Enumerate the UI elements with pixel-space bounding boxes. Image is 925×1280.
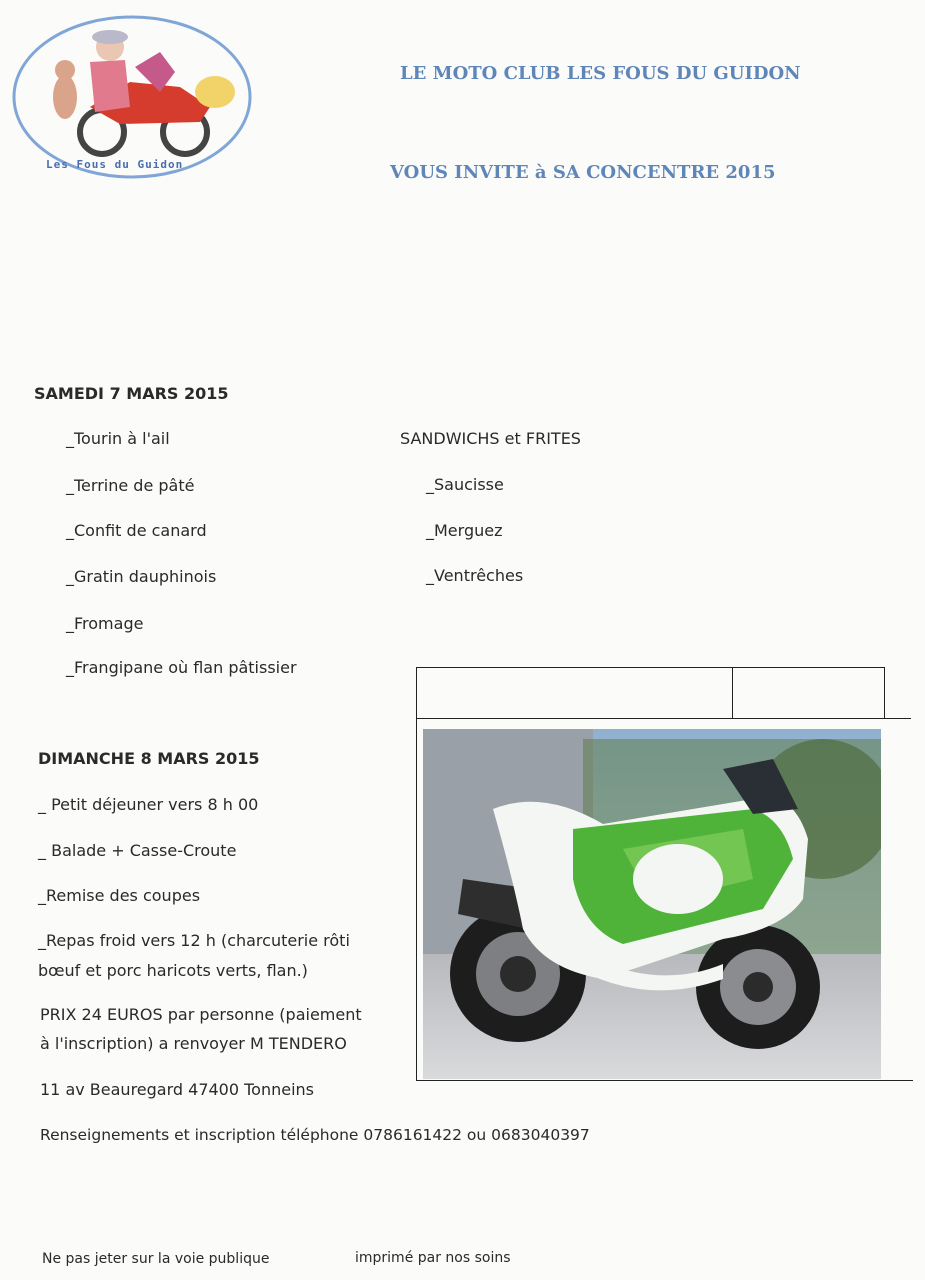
- saturday-menu-item: _Frangipane où flan pâtissier: [66, 658, 297, 677]
- table-border-right: [884, 667, 885, 719]
- sandwich-item: _Saucisse: [426, 475, 504, 494]
- sunday-item: _Remise des coupes: [38, 886, 201, 905]
- footer-printed: imprimé par nos soins: [355, 1250, 511, 1266]
- sunday-heading: DIMANCHE 8 MARS 2015: [38, 749, 260, 768]
- sunday-meal-line1: _Repas froid vers 12 h (charcuterie rôti: [38, 931, 350, 950]
- sandwich-item: _Merguez: [426, 521, 503, 540]
- club-title: LE MOTO CLUB LES FOUS DU GUIDON: [400, 63, 801, 84]
- price-line1: PRIX 24 EUROS par personne (paiement: [40, 1005, 362, 1024]
- sandwich-item: _Ventrêches: [426, 566, 524, 585]
- logo-text: Les Fous du Guidon: [46, 158, 184, 171]
- address: 11 av Beauregard 47400 Tonneins: [40, 1080, 315, 1099]
- sandwiches-heading: SANDWICHS et FRITES: [400, 429, 581, 448]
- price-line2: à l'inscription) a renvoyer M TENDERO: [40, 1034, 347, 1053]
- contact-info: Renseignements et inscription téléphone 0786161422 ou 0683040397: [40, 1126, 590, 1144]
- footer-notice: Ne pas jeter sur la voie publique: [42, 1251, 270, 1267]
- table-border-left: [416, 667, 417, 1081]
- sunday-item: _ Petit déjeuner vers 8 h 00: [38, 795, 259, 814]
- sunday-meal-line2: bœuf et porc haricots verts, flan.): [38, 961, 308, 980]
- saturday-menu-item: _Tourin à l'ail: [66, 429, 170, 448]
- invite-title: VOUS INVITE à SA CONCENTRE 2015: [390, 162, 776, 183]
- club-logo: [10, 12, 255, 182]
- table-border-divider: [732, 667, 733, 719]
- saturday-menu-item: _Fromage: [66, 614, 144, 633]
- club-logo-illustration: [10, 12, 255, 182]
- table-border-middle: [416, 718, 911, 719]
- saturday-heading: SAMEDI 7 MARS 2015: [34, 384, 229, 403]
- saturday-menu-item: _Terrine de pâté: [66, 476, 195, 495]
- saturday-menu-item: _Gratin dauphinois: [66, 567, 217, 586]
- table-border-bottom: [416, 1080, 913, 1081]
- saturday-menu-item: _Confit de canard: [66, 521, 207, 540]
- motorcycle-photo: [423, 729, 881, 1079]
- sunday-item: _ Balade + Casse-Croute: [38, 841, 237, 860]
- table-border-top: [416, 667, 884, 668]
